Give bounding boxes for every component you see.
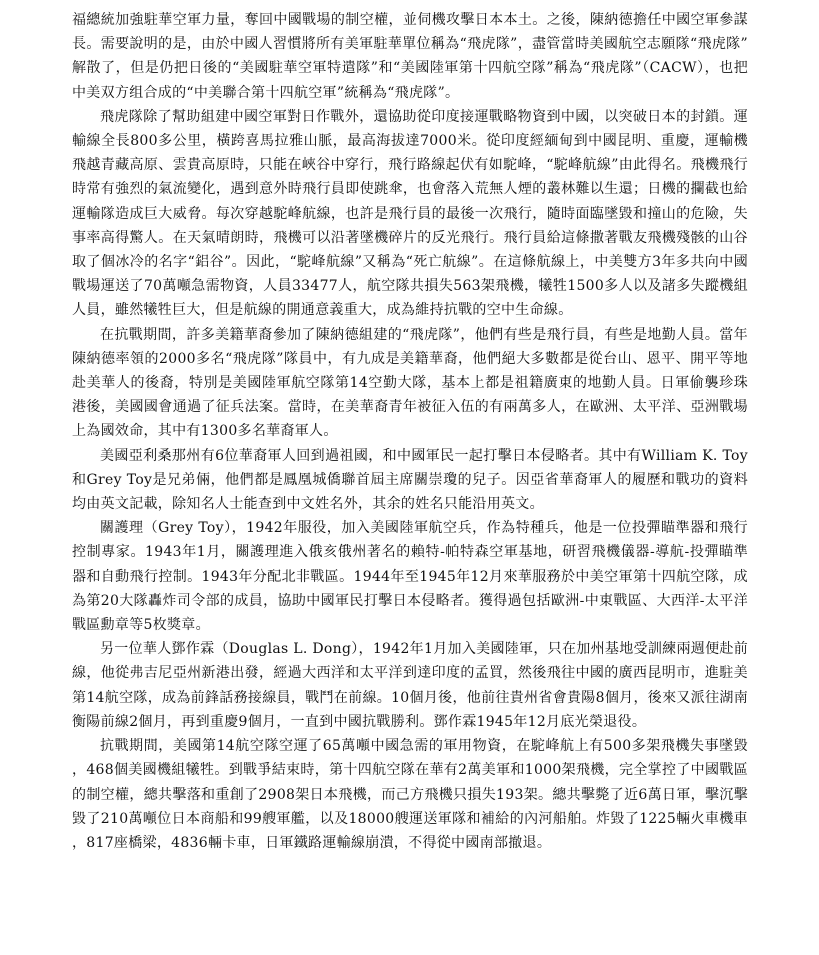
paragraph-5: 關護理（Grey Toy），1942年服役，加入美國陸軍航空兵，作為特種兵，他是一位投彈瞄準器和飛行控制專家。1943年1月，關護理進入俄亥俄州著名的賴特-帕特森空軍基地，研習飛機儀器-導航-投彈瞄準器和自動飛行控制。1943年分配北非戰區。1944年至1945年12月來華服務於中美空軍第十四航空隊，成為第20大隊轟炸司令部的成員，協助中國軍民打擊日本侵略者。獲得過包括歐洲-中東戰區、大西洋-太平洋戰區勳章等5枚獎章。	[72, 520, 748, 634]
paragraph-4: 美國亞利桑那州有6位華裔軍人回到過祖國，和中國軍民一起打擊日本侵略者。其中有William K. Toy和Grey Toy是兄弟倆，他們都是鳳凰城僑聯首屆主席關崇瓊的兒子。因亞省華裔軍人的履歷和戰功的資料均由英文記載，除知名人士能查到中文姓名外，其余的姓名只能沿用英文。	[72, 447, 748, 513]
paragraph-7: 抗戰期間，美國第14航空隊空運了65萬噸中國急需的軍用物資，在駝峰航上有500多架飛機失事墜毀，468個美國機組犧牲。到戰爭結束時，第十四航空隊在華有2萬美軍和1000架飛機，完全掌控了中國戰區的制空權，總共擊落和重創了2908架日本飛機，而己方飛機只損失193架。總共擊斃了近6萬日軍，擊沉擊毀了210萬噸位日本商船和99艘軍艦，以及18000艘運送軍隊和補給的內河船舶。炸毀了1225輛火車機車，817座橋梁，4836輛卡車，日軍鐵路運輸線崩潰，不得從中國南部撤退。	[72, 738, 748, 851]
paragraph-2: 飛虎隊除了幫助組建中國空軍對日作戰外，還協助從印度接運戰略物資到中國，以突破日本的封鎖。運輸線全長800多公里，橫跨喜馬拉雅山脈，最高海拔達7000米。從印度經緬甸到中國昆明、重慶，運輸機飛越青藏高原、雲貴高原時，只能在峽谷中穿行，飛行路線起伏有如駝峰，“駝峰航線”由此得名。飛機飛行時常有強烈的氣流變化，遇到意外時飛行員即使跳傘，也會落入荒無人煙的叢林難以生還；日機的攔截也給運輸隊造成巨大威脅。每次穿越駝峰航線，也許是飛行員的最後一次飛行，隨時面臨墜毀和撞山的危險，失事率高得驚人。在天氣晴朗時，飛機可以沿著墜機碎片的反光飛行。飛行員給這條撒著戰友飛機殘骸的山谷取了個冰冷的名字“鋁谷”。因此，“駝峰航線”又稱為“死亡航線”。在這條航線上，中美雙方3年多共向中國戰場運送了70萬噸急需物資，人員33477人，航空隊共損失563架飛機，犧牲1500多人以及諸多失蹤機組人員，雖然犧牲巨大，但是航線的開通意義重大，成為維持抗戰的空中生命線。	[72, 108, 748, 319]
paragraph-6: 另一位華人鄧作霖（Douglas L. Dong），1942年1月加入美國陸軍，只在加州基地受訓練兩週便赴前線，他從弗吉尼亞州新港出發，經過大西洋和太平洋到達印度的孟買，然後飛往中國的廣西昆明市，進駐美第14航空隊，成為前鋒話務接線員，戰鬥在前線。10個月後，他前往貴州省會貴陽8個月，後來又派往湖南衡陽前線2個月，再到重慶9個月，一直到中國抗戰勝利。鄧作霖1945年12月底光榮退役。	[72, 641, 748, 730]
document-body	[72, 8, 748, 855]
paragraph-1: 福總統加強駐華空軍力量，奪回中國戰場的制空權，並伺機攻擊日本本土。之後，陳納德擔任中國空軍參謀長。需要說明的是，由於中國人習慣將所有美軍駐華單位稱為“飛虎隊”，盡管當時美國航空志願隊“飛虎隊”解散了，但是仍把日後的“美國駐華空軍特遣隊”和“美國陸軍第十四航空隊”稱為“飛虎隊”（CACW），也把中美双方组合成的“中美聯合第十四航空軍”統稱為“飛虎隊”。	[72, 12, 748, 101]
paragraph-3: 在抗戰期間，許多美籍華裔參加了陳納德組建的“飛虎隊”，他們有些是飛行員，有些是地勤人員。當年陳納德率領的2000多名“飛虎隊”隊員中，有九成是美籍華裔，他們絕大多數都是從台山、恩平、開平等地赴美華人的後裔，特別是美國陸軍航空隊第14空勤大隊，基本上都是祖籍廣東的地勤人員。日軍偷襲珍珠港後，美國國會通過了征兵法案。當時，在美華裔青年被征入伍的有兩萬多人，在歐洲、太平洋、亞洲戰場上為國效命，其中有1300多名華裔軍人。	[72, 326, 748, 440]
